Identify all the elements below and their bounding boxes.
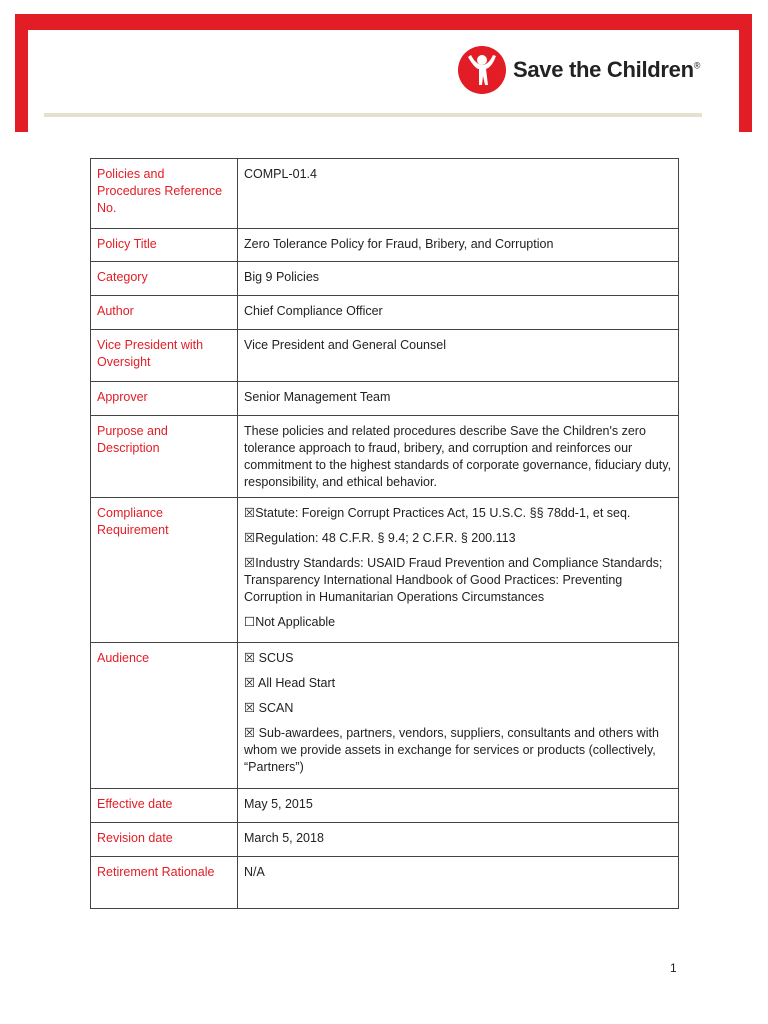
- table-row: [91, 823, 679, 857]
- registered-mark: ®: [693, 60, 701, 71]
- header-divider: [44, 113, 702, 117]
- audience-list: [238, 643, 679, 789]
- row-label: Compliance Requirement: [91, 498, 238, 643]
- table-row: [91, 296, 679, 330]
- table-row: [91, 229, 679, 262]
- policy-info-table: [90, 158, 679, 909]
- compliance-item-regulation: ☒Regulation: 48 C.F.R. § 9.4; 2 C.F.R. § 200.113: [244, 531, 516, 545]
- row-value: Senior Management Team: [238, 382, 679, 416]
- header-red-left-edge: [15, 14, 28, 132]
- table-row: [91, 382, 679, 416]
- audience-item-scus: ☒ SCUS: [244, 651, 294, 665]
- row-label: Vice President with Oversight: [91, 330, 238, 382]
- audience-item-head-start: ☒ All Head Start: [244, 676, 336, 690]
- compliance-list: [238, 498, 679, 643]
- row-value: COMPL-01.4: [238, 159, 679, 229]
- row-value: Zero Tolerance Policy for Fraud, Bribery, and Corruption: [238, 229, 679, 262]
- child-figure-icon: [457, 45, 507, 95]
- row-value: March 5, 2018: [238, 823, 679, 857]
- page-number: 1: [670, 961, 677, 975]
- row-label: Policy Title: [91, 229, 238, 262]
- table-row: [91, 330, 679, 382]
- row-label: Audience: [91, 643, 238, 789]
- table-row: [91, 857, 679, 909]
- table-row: [91, 498, 679, 643]
- row-label: Category: [91, 262, 238, 296]
- row-label: Approver: [91, 382, 238, 416]
- audience-item-scan: ☒ SCAN: [244, 701, 294, 715]
- table-row: [91, 789, 679, 823]
- row-value: May 5, 2015: [238, 789, 679, 823]
- row-label: Retirement Rationale: [91, 857, 238, 909]
- table-row: [91, 643, 679, 789]
- row-label: Policies and Procedures Reference No.: [91, 159, 238, 229]
- row-label: Purpose and Description: [91, 416, 238, 498]
- table-row: [91, 416, 679, 498]
- row-value: Vice President and General Counsel: [238, 330, 679, 382]
- row-label: Effective date: [91, 789, 238, 823]
- audience-item-partners: ☒ Sub-awardees, partners, vendors, suppliers, consultants and others with whom we provide assets in exchange for services or products (collectively, “Partners”): [244, 726, 659, 774]
- table-row: [91, 262, 679, 296]
- row-value: These policies and related procedures describe Save the Children's zero tolerance approach to fraud, bribery, and corruption and reinforces our commitment to the highest standards of corporate governance, fiduciary duty, responsibility, and ethical behavior.: [238, 416, 679, 498]
- header-red-bar: [15, 14, 752, 30]
- row-label: Revision date: [91, 823, 238, 857]
- compliance-item-not-applicable: ☐Not Applicable: [244, 615, 336, 629]
- header-red-right-edge: [739, 14, 752, 132]
- compliance-item-industry-standards: ☒Industry Standards: USAID Fraud Prevention and Compliance Standards; Transparency International Handbook of Good Practices: Preventing Corruption in Humanitarian Operations Circumstances: [244, 556, 663, 604]
- row-value: Chief Compliance Officer: [238, 296, 679, 330]
- row-value: N/A: [238, 857, 679, 909]
- table-row: [91, 159, 679, 229]
- compliance-item-statute: ☒Statute: Foreign Corrupt Practices Act, 15 U.S.C. §§ 78dd-1, et seq.: [244, 506, 631, 520]
- logo-wordmark: Save the Children®: [513, 57, 701, 82]
- save-the-children-logo: [457, 42, 700, 98]
- row-label: Author: [91, 296, 238, 330]
- row-value: Big 9 Policies: [238, 262, 679, 296]
